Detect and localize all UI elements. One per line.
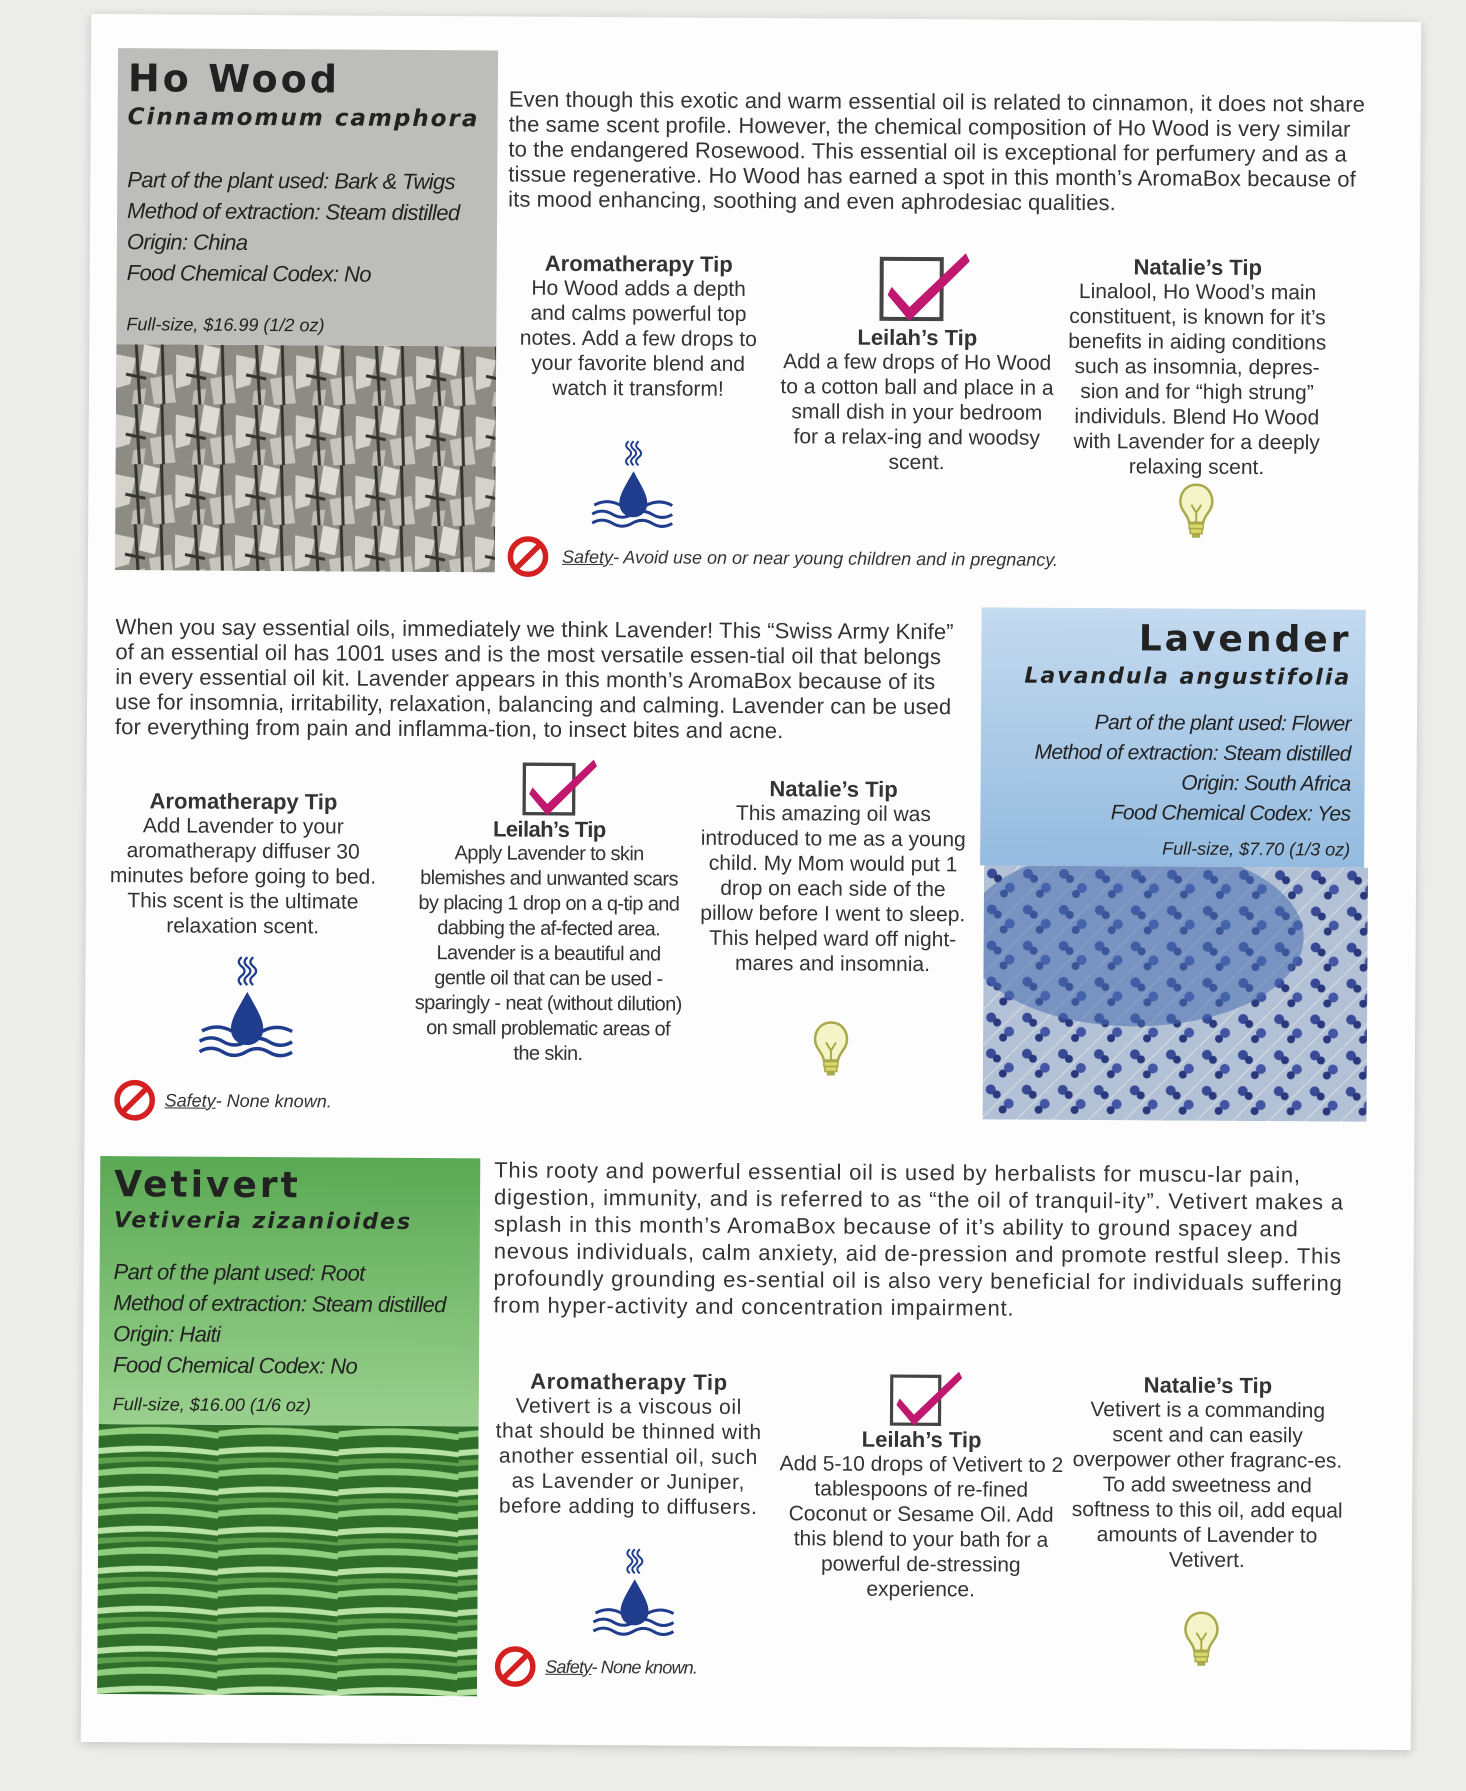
full-size-price: Full-size, $16.00 (1/6 oz) (112, 1394, 311, 1416)
extraction-method: Method of extraction: Steam distilled (1034, 740, 1351, 766)
ho-wood-leilahs-tip (776, 324, 1057, 476)
plant-part-used: Part of the plant used: Flower (1094, 711, 1352, 736)
vetivert-info-box (99, 1156, 481, 1426)
vetivert-leilahs-tip (776, 1426, 1067, 1603)
safety-label: Safety (164, 1089, 216, 1111)
ho-wood-aromatherapy-tip (513, 251, 764, 403)
diffuser-drop-icon (588, 439, 679, 530)
lightbulb-icon (1176, 481, 1216, 541)
plant-part-used: Part of the plant used: Root (113, 1259, 365, 1286)
food-chemical-codex: Food Chemical Codex: No (112, 1352, 358, 1379)
oil-name: Lavender (1138, 618, 1352, 661)
oil-name: Ho Wood (127, 56, 341, 102)
safety-text: - None known. (215, 1090, 332, 1111)
lavender-description: When you say essential oils, immediately we think Lavender! This “Swiss Army Knife” of an essential oil has 1001 uses and is the most versatile essen-tial oil that belongs in every essential oil kit. Lavender appears in this month’s AromaBox because of its use for insomnia, irritability, relaxation, balancing and calming. Lavender can be used for everything from pain and inflamma-tion, to insect bites and acne. (114, 614, 954, 744)
tip-title: Natalie’s Tip (1143, 1372, 1273, 1399)
ho-wood-natalies-tip (1056, 254, 1337, 481)
lavender-aromatherapy-tip (108, 788, 379, 940)
tip-title: Natalie’s Tip (1133, 254, 1263, 281)
diffuser-drop-icon (589, 1547, 680, 1638)
lavender-natalies-tip (697, 776, 968, 978)
tip-body: Ho Wood adds a depth and calms powerful top notes. Add a few drops to your favorite blend and watch it transform! (519, 276, 757, 401)
no-symbol-icon (113, 1078, 157, 1122)
vetivert-grass-photo (97, 1424, 479, 1696)
origin: Origin: South Africa (1181, 771, 1351, 796)
ho-wood-bark-photo (115, 344, 496, 572)
ho-wood-description: Even though this exotic and warm essential oil is related to cinnamon, it does not share the same scent profile. However, the chemical composition of Ho Wood is very similar to the endangered Rosewood. This essential oil is exceptional for perfumery and as a tissue regenerative. Ho Wood has earned a spot in this month’s AromaBox because of its mood enhancing, soothing and even aphrodesiac qualities. (508, 86, 1366, 216)
extraction-method: Method of extraction: Steam distilled (127, 198, 460, 226)
tip-title: Natalie’s Tip (769, 776, 898, 802)
tip-body: Add Lavender to your aromatherapy diffuser 30 minutes before going to bed. This scent is the ultimate relaxation scent. (109, 814, 377, 939)
tip-title: Aromatherapy Tip (530, 1368, 728, 1395)
lightbulb-icon (811, 1018, 851, 1078)
origin: Origin: Haiti (113, 1321, 221, 1347)
ho-wood-info-box (116, 48, 498, 346)
tip-title: Aromatherapy Tip (149, 788, 338, 815)
full-size-price: Full-size, $7.70 (1/3 oz) (1162, 838, 1351, 860)
vetivert-safety-note (493, 1644, 697, 1689)
oil-facts (127, 164, 460, 290)
tip-body: Add 5-10 drops of Vetivert to 2 tablespoons of re-fined Coconut or Sesame Oil. Add this blend to your bath for a powerful de-stressing experience. (779, 1452, 1064, 1602)
full-size-price: Full-size, $16.99 (1/2 oz) (126, 314, 325, 336)
oil-facts (113, 1256, 446, 1382)
lavender-flowers-photo (983, 865, 1369, 1121)
extraction-method: Method of extraction: Steam distilled (113, 1290, 446, 1318)
tip-title: Leilah’s Tip (492, 816, 606, 843)
tip-title: Aromatherapy Tip (544, 250, 733, 277)
food-chemical-codex: Food Chemical Codex: No (126, 260, 372, 287)
no-symbol-icon (506, 534, 550, 578)
safety-label: Safety (545, 1656, 592, 1677)
safety-label: Safety (561, 546, 614, 567)
lavender-info-box (980, 607, 1366, 867)
aromabox-insert-page (81, 14, 1422, 1750)
tip-title: Leilah’s Tip (861, 1426, 982, 1453)
oil-latin-name: Vetiveria zizanioides (113, 1208, 413, 1235)
no-symbol-icon (493, 1644, 537, 1688)
origin: Origin: China (126, 229, 248, 255)
lightbulb-icon (1181, 1609, 1221, 1669)
checkbox-icon (875, 245, 975, 326)
vetivert-natalies-tip (1062, 1372, 1353, 1574)
ho-wood-safety-note (506, 534, 1058, 581)
safety-text: - Avoid use on or near young children and in pregnancy. (612, 546, 1059, 570)
tip-body: Linalool, Ho Wood’s main constituent, is known for it’s benefits in aiding conditions such as insomnia, depres-sion and for “high strung” individuls. Blend Ho Wood with Lavender for a deeply relaxing scent. (1068, 279, 1327, 480)
checkbox-icon (518, 753, 602, 820)
tip-body: Vetivert is a viscous oil that should be thinned with another essential oil, such as Lavender or Juniper, before adding to diffusers. (495, 1394, 762, 1520)
checkbox-icon (887, 1365, 967, 1429)
oil-name: Vetivert (114, 1164, 301, 1207)
oil-latin-name: Cinnamomum camphora (127, 104, 480, 133)
tip-body: Add a few drops of Ho Wood to a cotton ball and place in a small dish in your bedroom for a relax-ing and woodsy scent. (780, 350, 1054, 475)
plant-part-used: Part of the plant used: Bark & Twigs (127, 167, 456, 195)
safety-text: - None known. (591, 1656, 698, 1678)
tip-title: Leilah’s Tip (857, 324, 978, 351)
lavender-leilahs-tip (413, 816, 685, 1068)
lavender-safety-note (113, 1078, 332, 1123)
tip-body: This amazing oil was introduced to me as a young child. My Mom would put 1 drop on each side of the pillow before I went to sleep. This helped ward off night-mares and insomnia. (700, 801, 966, 977)
oil-facts (1034, 708, 1351, 830)
tip-body: Apply Lavender to skin blemishes and unwanted scars by placing 1 drop on a q-tip and dabbing the af-fected area. Lavender is a beautiful and gentle oil that can be used - sparingly - neat (without dilution) on small problematic areas of the skin. (414, 842, 682, 1065)
food-chemical-codex: Food Chemical Codex: Yes (1110, 801, 1351, 826)
diffuser-drop-icon (195, 955, 300, 1060)
oil-latin-name: Lavandula angustifolia (1024, 663, 1352, 691)
vetivert-aromatherapy-tip (494, 1368, 763, 1520)
tip-body: Vetivert is a commanding scent and can easily overpower other fragranc-es. To add sweetness and softness to this oil, add equal amounts of Lavender to Vetivert. (1071, 1398, 1343, 1573)
vetivert-description: This rooty and powerful essential oil is used by herbalists for muscu-lar pain, digestion, immunity, and is referred to as “the oil of tranquil-ity”. Vetivert makes a splash in this month’s AromaBox because of it’s ability to ground spacey and nevous individuals, calm anxiety, aid de-pression and promote restful sleep. This profoundly grounding es-sential oil is also very beneficial for individuals suffering from hyper-activity and concentration impairment. (493, 1157, 1344, 1321)
